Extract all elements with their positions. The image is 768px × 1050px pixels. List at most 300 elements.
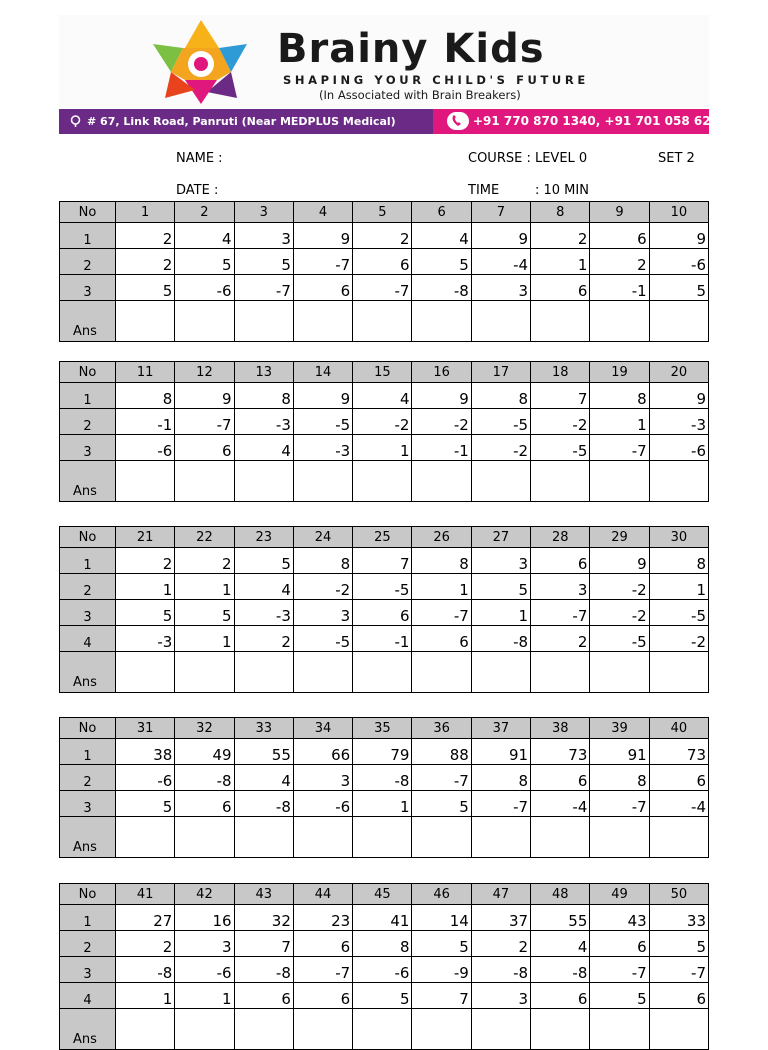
answer-box[interactable] (234, 652, 293, 693)
number-cell: 8 (293, 548, 352, 574)
question-number: 15 (353, 362, 412, 383)
number-cell: 6 (531, 275, 590, 301)
number-cell: 5 (590, 983, 649, 1009)
time-label: TIME (468, 183, 500, 198)
answer-box[interactable] (649, 1009, 708, 1050)
question-number: 39 (590, 718, 649, 739)
number-cell: 7 (531, 383, 590, 409)
phone-icon (447, 112, 469, 130)
table-row (60, 765, 709, 791)
number-cell: 1 (353, 791, 412, 817)
number-cell: 23 (293, 905, 352, 931)
question-number: 11 (116, 362, 175, 383)
answer-box[interactable] (412, 817, 471, 858)
answer-box[interactable] (590, 461, 649, 502)
number-cell: 9 (175, 383, 234, 409)
row-label: 2 (60, 574, 116, 600)
number-cell: 3 (175, 931, 234, 957)
table-row (60, 957, 709, 983)
question-number: 22 (175, 527, 234, 548)
answer-box[interactable] (471, 652, 530, 693)
address-segment (59, 109, 433, 134)
number-cell: 32 (234, 905, 293, 931)
number-cell: 1 (353, 435, 412, 461)
number-cell: 9 (471, 223, 530, 249)
number-cell: 73 (649, 739, 708, 765)
no-header: No (60, 527, 116, 548)
no-header: No (60, 884, 116, 905)
question-number: 32 (175, 718, 234, 739)
answer-box[interactable] (531, 1009, 590, 1050)
answer-box[interactable] (531, 652, 590, 693)
number-cell: 3 (293, 600, 352, 626)
header-row (60, 362, 709, 383)
number-cell: 2 (531, 223, 590, 249)
number-cell: 2 (116, 931, 175, 957)
number-cell: -2 (412, 409, 471, 435)
number-cell: -8 (234, 791, 293, 817)
number-cell: 8 (353, 931, 412, 957)
number-cell: 4 (175, 223, 234, 249)
question-number: 33 (234, 718, 293, 739)
number-cell: -7 (353, 275, 412, 301)
address-text: # 67, Link Road, Panruti (Near MEDPLUS Medical) (87, 115, 396, 128)
number-cell: -7 (531, 600, 590, 626)
table-row (60, 409, 709, 435)
question-number: 28 (531, 527, 590, 548)
row-label: 3 (60, 791, 116, 817)
number-cell: 8 (234, 383, 293, 409)
number-cell: 1 (175, 574, 234, 600)
brainy-kids-logo (145, 18, 257, 106)
table-row (60, 275, 709, 301)
question-number: 37 (471, 718, 530, 739)
question-number: 7 (471, 202, 530, 223)
number-cell: 6 (175, 435, 234, 461)
set-label: SET 2 (658, 151, 695, 166)
number-cell: -2 (293, 574, 352, 600)
number-cell: 2 (175, 548, 234, 574)
answer-box[interactable] (116, 652, 175, 693)
number-cell: -1 (590, 275, 649, 301)
number-cell: 8 (471, 765, 530, 791)
question-number: 16 (412, 362, 471, 383)
header-row (60, 718, 709, 739)
date-label: DATE : (176, 183, 219, 198)
no-header: No (60, 362, 116, 383)
number-cell: 6 (293, 983, 352, 1009)
question-number: 45 (353, 884, 412, 905)
table-row (60, 383, 709, 409)
number-cell: 5 (116, 275, 175, 301)
answer-box[interactable] (234, 1009, 293, 1050)
brand-association: (In Associated with Brain Breakers) (319, 88, 521, 102)
row-label: 2 (60, 409, 116, 435)
number-cell: 3 (471, 548, 530, 574)
row-label: 3 (60, 435, 116, 461)
number-cell: 9 (293, 383, 352, 409)
row-label: 2 (60, 765, 116, 791)
answer-box[interactable] (234, 301, 293, 342)
number-cell: -7 (293, 249, 352, 275)
number-cell: 4 (234, 435, 293, 461)
answer-row (60, 817, 709, 858)
answer-box[interactable] (412, 301, 471, 342)
answer-box[interactable] (649, 461, 708, 502)
contact-bar (59, 109, 728, 134)
number-cell: 5 (234, 249, 293, 275)
number-cell: -7 (234, 275, 293, 301)
location-pin-icon (69, 115, 82, 128)
number-cell: 1 (649, 574, 708, 600)
number-cell: -5 (353, 574, 412, 600)
number-cell: 9 (649, 383, 708, 409)
number-cell: -7 (590, 957, 649, 983)
row-label: 1 (60, 548, 116, 574)
question-number: 47 (471, 884, 530, 905)
answer-box[interactable] (590, 1009, 649, 1050)
answer-box[interactable] (116, 301, 175, 342)
number-cell: -7 (649, 957, 708, 983)
number-cell: 1 (590, 409, 649, 435)
answer-box[interactable] (412, 461, 471, 502)
number-cell: -6 (116, 765, 175, 791)
question-number: 8 (531, 202, 590, 223)
answer-box[interactable] (471, 461, 530, 502)
time-value: : 10 MIN (535, 183, 589, 198)
question-number: 4 (293, 202, 352, 223)
number-cell: -6 (293, 791, 352, 817)
question-number: 1 (116, 202, 175, 223)
answer-label: Ans (60, 461, 116, 502)
number-cell: -5 (649, 600, 708, 626)
number-cell: -2 (649, 626, 708, 652)
answer-row (60, 461, 709, 502)
question-number: 43 (234, 884, 293, 905)
number-cell: -1 (116, 409, 175, 435)
question-number: 23 (234, 527, 293, 548)
answer-box[interactable] (293, 461, 352, 502)
number-cell: -2 (590, 600, 649, 626)
number-cell: 3 (234, 223, 293, 249)
answer-box[interactable] (293, 817, 352, 858)
phone-segment (433, 109, 728, 134)
no-header: No (60, 718, 116, 739)
question-number: 34 (293, 718, 352, 739)
number-cell: -7 (471, 791, 530, 817)
number-cell: 5 (649, 931, 708, 957)
row-label: 3 (60, 275, 116, 301)
question-number: 30 (649, 527, 708, 548)
number-cell: 9 (590, 548, 649, 574)
number-cell: 2 (116, 548, 175, 574)
question-number: 5 (353, 202, 412, 223)
number-cell: 2 (531, 626, 590, 652)
answer-box[interactable] (293, 652, 352, 693)
number-cell: 16 (175, 905, 234, 931)
answer-box[interactable] (234, 461, 293, 502)
number-cell: 2 (234, 626, 293, 652)
answer-box[interactable] (531, 461, 590, 502)
answer-box[interactable] (471, 817, 530, 858)
answer-box[interactable] (353, 652, 412, 693)
number-cell: -8 (531, 957, 590, 983)
number-cell: -7 (293, 957, 352, 983)
table-row (60, 600, 709, 626)
answer-box[interactable] (353, 301, 412, 342)
number-cell: 3 (531, 574, 590, 600)
question-number: 36 (412, 718, 471, 739)
question-number: 49 (590, 884, 649, 905)
question-number: 18 (531, 362, 590, 383)
answer-box[interactable] (353, 461, 412, 502)
number-cell: 27 (116, 905, 175, 931)
table-row (60, 435, 709, 461)
answer-label: Ans (60, 1009, 116, 1050)
number-cell: -7 (412, 765, 471, 791)
answer-box[interactable] (590, 817, 649, 858)
question-block-2 (59, 361, 709, 502)
number-cell: 1 (116, 983, 175, 1009)
number-cell: -6 (353, 957, 412, 983)
number-cell: 55 (531, 905, 590, 931)
question-number: 31 (116, 718, 175, 739)
number-cell: 6 (353, 600, 412, 626)
row-label: 1 (60, 905, 116, 931)
number-cell: 3 (471, 275, 530, 301)
number-cell: 5 (116, 600, 175, 626)
question-number: 24 (293, 527, 352, 548)
number-cell: 1 (116, 574, 175, 600)
table-row (60, 791, 709, 817)
answer-box[interactable] (590, 301, 649, 342)
number-cell: 38 (116, 739, 175, 765)
number-cell: 5 (234, 548, 293, 574)
answer-box[interactable] (175, 817, 234, 858)
question-number: 19 (590, 362, 649, 383)
table-row (60, 983, 709, 1009)
answer-box[interactable] (649, 652, 708, 693)
question-number: 50 (649, 884, 708, 905)
answer-box[interactable] (471, 1009, 530, 1050)
table-row (60, 626, 709, 652)
answer-box[interactable] (353, 1009, 412, 1050)
header-row (60, 527, 709, 548)
number-cell: -6 (649, 249, 708, 275)
question-number: 29 (590, 527, 649, 548)
number-cell: -7 (590, 435, 649, 461)
number-cell: 1 (471, 600, 530, 626)
answer-box[interactable] (412, 652, 471, 693)
row-label: 2 (60, 931, 116, 957)
number-cell: 5 (353, 983, 412, 1009)
number-cell: 5 (116, 791, 175, 817)
number-cell: 6 (590, 223, 649, 249)
question-number: 21 (116, 527, 175, 548)
header-row (60, 884, 709, 905)
number-cell: -6 (175, 957, 234, 983)
number-cell: 1 (531, 249, 590, 275)
number-cell: 6 (293, 275, 352, 301)
number-cell: 66 (293, 739, 352, 765)
number-cell: 6 (531, 765, 590, 791)
number-cell: 8 (649, 548, 708, 574)
answer-box[interactable] (531, 817, 590, 858)
number-cell: 2 (116, 249, 175, 275)
number-cell: 1 (412, 574, 471, 600)
answer-box[interactable] (590, 652, 649, 693)
no-header: No (60, 202, 116, 223)
question-number: 3 (234, 202, 293, 223)
table-row (60, 905, 709, 931)
number-cell: -3 (116, 626, 175, 652)
answer-box[interactable] (116, 817, 175, 858)
number-cell: 55 (234, 739, 293, 765)
number-cell: 5 (412, 249, 471, 275)
answer-row (60, 301, 709, 342)
number-cell: -5 (531, 435, 590, 461)
table-row (60, 574, 709, 600)
number-cell: 1 (175, 983, 234, 1009)
number-cell: 79 (353, 739, 412, 765)
row-label: 4 (60, 983, 116, 1009)
question-number: 14 (293, 362, 352, 383)
number-cell: 6 (293, 931, 352, 957)
number-cell: 7 (412, 983, 471, 1009)
number-cell: 5 (412, 791, 471, 817)
number-cell: 2 (353, 223, 412, 249)
number-cell: 3 (293, 765, 352, 791)
answer-box[interactable] (471, 301, 530, 342)
question-number: 26 (412, 527, 471, 548)
number-cell: -5 (590, 626, 649, 652)
answer-box[interactable] (531, 301, 590, 342)
number-cell: -4 (649, 791, 708, 817)
number-cell: 5 (471, 574, 530, 600)
header-row (60, 202, 709, 223)
number-cell: 14 (412, 905, 471, 931)
brand-header (59, 15, 709, 108)
row-label: 1 (60, 223, 116, 249)
brand-title: Brainy Kids (277, 26, 545, 72)
number-cell: 4 (234, 765, 293, 791)
number-cell: 4 (353, 383, 412, 409)
number-cell: -8 (353, 765, 412, 791)
number-cell: -6 (649, 435, 708, 461)
number-cell: -8 (412, 275, 471, 301)
answer-box[interactable] (293, 1009, 352, 1050)
number-cell: 9 (649, 223, 708, 249)
answer-box[interactable] (175, 301, 234, 342)
number-cell: 43 (590, 905, 649, 931)
number-cell: -2 (531, 409, 590, 435)
answer-box[interactable] (412, 1009, 471, 1050)
number-cell: 6 (649, 765, 708, 791)
number-cell: 9 (293, 223, 352, 249)
number-cell: 8 (116, 383, 175, 409)
answer-box[interactable] (353, 817, 412, 858)
question-number: 20 (649, 362, 708, 383)
answer-box[interactable] (175, 652, 234, 693)
question-number: 27 (471, 527, 530, 548)
number-cell: 33 (649, 905, 708, 931)
answer-label: Ans (60, 301, 116, 342)
number-cell: -8 (471, 957, 530, 983)
number-cell: -1 (353, 626, 412, 652)
number-cell: 91 (471, 739, 530, 765)
row-label: 2 (60, 249, 116, 275)
question-number: 42 (175, 884, 234, 905)
number-cell: 5 (649, 275, 708, 301)
number-cell: 5 (175, 249, 234, 275)
question-number: 6 (412, 202, 471, 223)
number-cell: -9 (412, 957, 471, 983)
table-row (60, 223, 709, 249)
number-cell: 49 (175, 739, 234, 765)
question-number: 17 (471, 362, 530, 383)
number-cell: 73 (531, 739, 590, 765)
number-cell: -1 (412, 435, 471, 461)
number-cell: 8 (412, 548, 471, 574)
number-cell: -2 (590, 574, 649, 600)
answer-box[interactable] (293, 301, 352, 342)
number-cell: 1 (175, 626, 234, 652)
question-number: 48 (531, 884, 590, 905)
answer-box[interactable] (234, 817, 293, 858)
brand-tagline: SHAPING YOUR CHILD'S FUTURE (283, 73, 589, 87)
answer-box[interactable] (116, 461, 175, 502)
answer-box[interactable] (116, 1009, 175, 1050)
question-block-4 (59, 717, 709, 858)
answer-box[interactable] (649, 301, 708, 342)
number-cell: -4 (471, 249, 530, 275)
question-number: 41 (116, 884, 175, 905)
answer-label: Ans (60, 817, 116, 858)
question-number: 46 (412, 884, 471, 905)
number-cell: -8 (175, 765, 234, 791)
number-cell: 4 (412, 223, 471, 249)
answer-box[interactable] (175, 461, 234, 502)
number-cell: 4 (531, 931, 590, 957)
name-label: NAME : (176, 151, 223, 166)
number-cell: 6 (531, 983, 590, 1009)
row-label: 4 (60, 626, 116, 652)
answer-box[interactable] (649, 817, 708, 858)
number-cell: 7 (234, 931, 293, 957)
question-number: 10 (649, 202, 708, 223)
number-cell: 5 (412, 931, 471, 957)
number-cell: -6 (116, 435, 175, 461)
number-cell: 3 (471, 983, 530, 1009)
question-block-1 (59, 201, 709, 342)
course-label: COURSE : LEVEL 0 (468, 151, 588, 166)
number-cell: -5 (293, 409, 352, 435)
question-block-3 (59, 526, 709, 693)
row-label: 1 (60, 739, 116, 765)
answer-box[interactable] (175, 1009, 234, 1050)
row-label: 3 (60, 600, 116, 626)
number-cell: -3 (649, 409, 708, 435)
table-row (60, 249, 709, 275)
number-cell: 6 (531, 548, 590, 574)
number-cell: 8 (471, 383, 530, 409)
number-cell: 5 (175, 600, 234, 626)
number-cell: -4 (531, 791, 590, 817)
answer-row (60, 652, 709, 693)
number-cell: -8 (471, 626, 530, 652)
number-cell: 2 (471, 931, 530, 957)
number-cell: 6 (649, 983, 708, 1009)
